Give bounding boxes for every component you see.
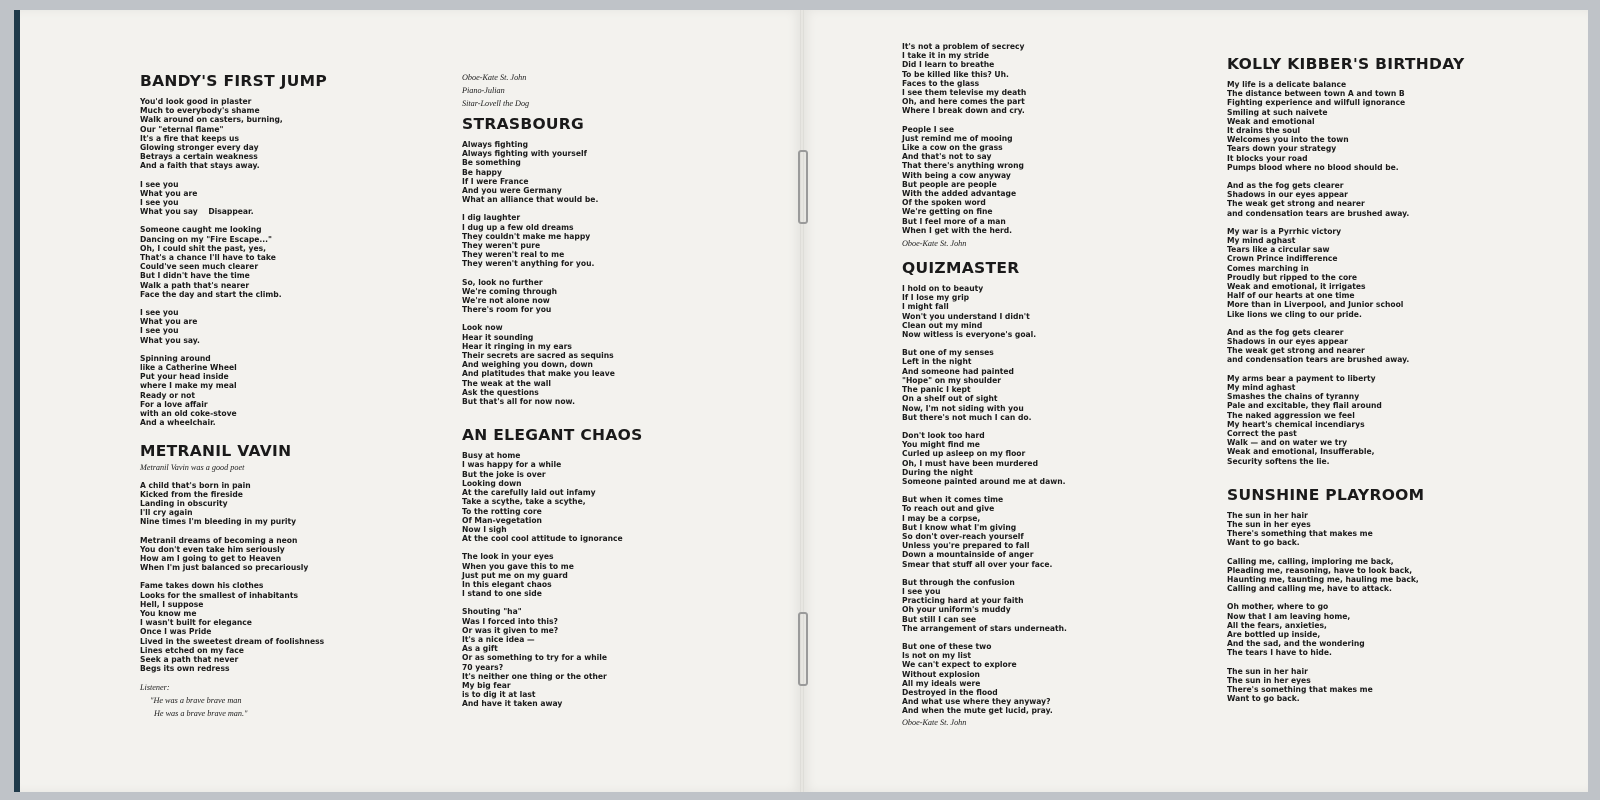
lyric-line: The panic I kept: [902, 385, 971, 395]
lyric-line: Faces to the glass: [902, 78, 980, 88]
stanza: [902, 495, 1202, 569]
lyric-line: I see you: [140, 179, 179, 189]
lyric-line: I stand to one side: [462, 589, 542, 599]
stanza: [140, 225, 440, 299]
lyric-line: I might fall: [902, 302, 949, 312]
lyric-line: How am I going to get to Heaven: [140, 553, 282, 563]
lyric-line: Smiling at such naivete: [1227, 107, 1328, 117]
stanza: [1227, 667, 1547, 704]
lyric-line: For a love affair: [140, 399, 208, 409]
lyric-line: Someone caught me looking: [140, 225, 262, 235]
lyric-line: They weren't anything for you.: [462, 259, 595, 269]
stanza: [140, 97, 440, 171]
lyric-line: You'd look good in plaster: [140, 97, 252, 106]
stanza: [462, 213, 762, 268]
lyric-line: Busy at home: [462, 451, 521, 461]
lyric-line: A child that's born in pain: [140, 480, 251, 490]
lyric-line: Now I sigh: [462, 524, 507, 534]
lyric-line: Don't look too hard: [902, 430, 985, 440]
stanza: [462, 451, 762, 543]
lyric-line: Fighting experience and wilfull ignorance: [1227, 98, 1406, 108]
lyric-line: I see you: [902, 586, 941, 596]
lyric-line: Glowing stronger every day: [140, 143, 259, 153]
lyric-line: Tears like a circular saw: [1227, 245, 1330, 255]
stanza: [902, 348, 1202, 422]
lyric-line: The sun in her hair: [1227, 510, 1308, 520]
lyric-line: like a Catherine Wheel: [140, 363, 237, 373]
lyric-line: The weak get strong and nearer: [1227, 346, 1365, 356]
lyric-line: My mind aghast: [1227, 236, 1296, 246]
lyric-line: To reach out and give: [902, 504, 995, 514]
lyric-line: In this elegant chaos: [462, 579, 552, 589]
lyric-line: That there's anything wrong: [902, 161, 1024, 171]
lyric-line: Shouting "ha": [462, 607, 522, 617]
lyric-line: Won't you understand I didn't: [902, 311, 1030, 321]
lyric-line: Clean out my mind: [902, 320, 983, 330]
lyric-line: Comes marching in: [1227, 263, 1309, 273]
listener-line-1: "He was a brave brave man: [150, 696, 242, 706]
lyric-line: The sun in her eyes: [1227, 675, 1311, 685]
lyrics: [462, 451, 762, 708]
stanza: [902, 431, 1202, 486]
lyric-line: I was happy for a while: [462, 460, 562, 470]
stanza: [902, 578, 1202, 633]
lyric-line: And have it taken away: [462, 699, 563, 709]
stanza: [1227, 80, 1547, 172]
song-title: KOLLY KIBBER'S BIRTHDAY: [1227, 55, 1465, 73]
lyric-line: Or was it given to me?: [462, 625, 559, 635]
song-title: METRANIL VAVIN: [140, 441, 292, 460]
lyric-line: Betrays a certain weakness: [140, 152, 258, 162]
stanza: [462, 323, 762, 406]
lyric-line: At the carefully laid out infamy: [462, 488, 596, 498]
lyric-line: Our "eternal flame": [140, 124, 224, 134]
lyric-line: It's neither one thing or the other: [462, 671, 607, 681]
lyrics: [902, 284, 1202, 716]
lyric-line: But one of these two: [902, 641, 992, 651]
lyric-line: Like a cow on the grass: [902, 143, 1003, 153]
lyric-line: Of Man-vegetation: [462, 515, 542, 525]
lyric-line: where I make my meal: [140, 381, 237, 391]
lyric-line: At the cool cool attitude to ignorance: [462, 534, 623, 544]
lyric-line: And when the mute get lucid, pray.: [902, 706, 1053, 716]
lyric-line: Someone painted around me at dawn.: [902, 476, 1066, 486]
lyric-line: There's room for you: [462, 305, 552, 315]
lyric-line: But one of my senses: [902, 348, 994, 358]
lyric-line: They weren't real to me: [462, 250, 565, 260]
lyric-line: Tears down your strategy: [1227, 144, 1337, 154]
lyric-line: Walk a path that's nearer: [140, 280, 250, 290]
lyric-line: Take a scythe, take a scythe,: [462, 497, 586, 507]
lyric-line: It blocks your road: [1227, 153, 1308, 163]
song-kolly-kibbers-birthday: [1227, 55, 1547, 466]
lyric-line: And you were Germany: [462, 186, 562, 196]
lyric-line: "Hope" on my shoulder: [902, 375, 1001, 385]
lyric-line: My heart's chemical incendiarys: [1227, 419, 1365, 429]
lyric-line: Looks for the smallest of inhabitants: [140, 590, 298, 600]
lyric-line: The distance between town A and town B: [1227, 89, 1405, 99]
lyric-line: Dancing on my "Fire Escape...": [140, 234, 273, 244]
lyric-line: As a gift: [462, 644, 498, 654]
lyric-line: Ready or not: [140, 390, 196, 400]
lyric-line: To be killed like this? Uh.: [902, 69, 1009, 79]
song-title: STRASBOURG: [462, 115, 585, 133]
lyric-line: It's not a problem of secrecy: [902, 42, 1025, 51]
lyric-line: My arms bear a payment to liberty: [1227, 373, 1376, 383]
lyric-line: Just put me on my guard: [462, 570, 568, 580]
lyric-line: And that's not to say: [902, 152, 992, 162]
credit-line: Oboe-Kate St. John: [902, 717, 967, 727]
lyric-line: We're not alone now: [462, 296, 550, 306]
staple-top: [798, 150, 808, 224]
lyric-line: Look now: [462, 323, 503, 333]
lyric-line: They couldn't make me happy: [462, 231, 591, 241]
lyric-line: What an alliance that would be.: [462, 195, 599, 205]
lyric-line: I wasn't built for elegance: [140, 618, 252, 628]
left-column-1: [140, 72, 440, 721]
lyric-line: Oh your uniform's muddy: [902, 605, 1011, 615]
lyric-line: Put your head inside: [140, 372, 229, 382]
lyric-line: Is not on my list: [902, 651, 972, 661]
lyric-line: So, look no further: [462, 277, 543, 287]
lyric-line: And someone had painted: [902, 366, 1014, 376]
lyric-line: Like lions we cling to our pride.: [1227, 309, 1362, 319]
lyric-line: Oh, I must have been murdered: [902, 458, 1039, 468]
lyric-line: Correct the past: [1227, 428, 1297, 438]
song-quizmaster: [902, 259, 1202, 728]
lyric-line: My big fear: [462, 680, 511, 690]
lyric-line: When you gave this to me: [462, 561, 574, 571]
stanza: [1227, 557, 1547, 594]
lyric-line: Pleading me, reasoning, have to look back,: [1227, 565, 1413, 575]
lyric-line: Pale and excitable, they flail around: [1227, 401, 1382, 411]
lyric-line: I see you: [140, 308, 179, 318]
lyric-line: But through the confusion: [902, 577, 1015, 587]
lyric-line: People I see: [902, 124, 955, 134]
lyric-line: Was I forced into this?: [462, 616, 558, 626]
lyric-line: But still I can see: [902, 614, 977, 624]
right-column-1: [902, 42, 1202, 730]
lyric-line: More than in Liverpool, and Junior school: [1227, 300, 1404, 310]
lyrics: [140, 481, 440, 674]
lyric-line: We're coming through: [462, 286, 558, 296]
lyric-line: Half of our hearts at one time: [1227, 291, 1355, 301]
lyric-line: Lived in the sweetest dream of foolishness: [140, 636, 325, 646]
song-metranil-vavin: [140, 442, 440, 720]
lyric-line: To the rotting core: [462, 506, 542, 516]
lyric-line: Oh, and here comes the part: [902, 97, 1025, 107]
stanza: [462, 278, 762, 315]
lyric-line: Smashes the chains of tyranny: [1227, 392, 1360, 402]
lyric-line: It's a nice idea —: [462, 634, 535, 644]
lyric-line: Weak and emotional, it irrigates: [1227, 282, 1366, 292]
lyric-line: We're getting on fine: [902, 207, 993, 217]
lyric-line: I'll cry again: [140, 508, 193, 518]
lyric-line: I dig laughter: [462, 213, 521, 223]
lyric-line: Did I learn to breathe: [902, 60, 995, 70]
lyric-line: Be something: [462, 158, 521, 168]
lyric-line: Haunting me, taunting me, hauling me back,: [1227, 574, 1419, 584]
lyric-line: The weak get strong and nearer: [1227, 199, 1365, 209]
stanza: [140, 180, 440, 217]
stanza: [462, 552, 762, 598]
lyric-line: Proudly but ripped to the core: [1227, 272, 1358, 282]
lyric-line: The naked aggression we feel: [1227, 410, 1355, 420]
lyric-line: Much to everybody's shame: [140, 106, 260, 116]
stanza: [1227, 602, 1547, 657]
lyric-line: Weak and emotional, Insufferable,: [1227, 447, 1375, 457]
song-bandys-first-jump: [140, 72, 440, 428]
lyric-line: I see you: [140, 326, 179, 336]
lyrics: [1227, 80, 1547, 466]
lyric-line: What you are: [140, 188, 198, 198]
lyric-line: Hell, I suppose: [140, 599, 204, 609]
lyric-line: Landing in obscurity: [140, 498, 228, 508]
lyric-line: Walk around on casters, burning,: [140, 115, 283, 125]
lyric-line: I hold on to beauty: [902, 284, 984, 294]
listener-line-2: He was a brave brave man.": [154, 709, 248, 719]
lyric-line: Metranil dreams of becoming a neon: [140, 535, 298, 545]
credit-line: Oboe-Kate St. John: [902, 239, 967, 249]
lyric-line: That's a chance I'll have to take: [140, 253, 276, 263]
lyric-line: Calling and calling me, have to attack.: [1227, 584, 1392, 594]
lyric-line: Curled up asleep on my floor: [902, 449, 1026, 459]
lyric-line: Shadows in our eyes appear: [1227, 190, 1348, 200]
lyric-line: When I'm just balanced so precariously: [140, 563, 309, 573]
lyric-line: Weak and emotional: [1227, 116, 1315, 126]
lyric-line: But I know what I'm giving: [902, 522, 1017, 532]
lyric-line: You know me: [140, 608, 197, 618]
song-an-elegant-chaos: [462, 426, 762, 708]
lyric-line: On a shelf out of sight: [902, 394, 998, 404]
lyric-line: With the added advantage: [902, 189, 1017, 199]
lyric-line: There's something that makes me: [1227, 684, 1373, 694]
lyric-line: Pumps blood where no blood should be.: [1227, 162, 1399, 172]
lyric-line: But when it comes time: [902, 495, 1004, 505]
lyric-line: And as the fog gets clearer: [1227, 327, 1344, 337]
lyric-line: Now that I am leaving home,: [1227, 611, 1351, 621]
lyrics: [462, 140, 762, 406]
lyric-line: Security softens the lie.: [1227, 456, 1330, 466]
lyric-line: But that's all for now now.: [462, 397, 575, 407]
lyric-line: But there's not much I can do.: [902, 412, 1032, 422]
lyric-line: Practicing hard at your faith: [902, 596, 1024, 606]
lyric-line: Now witless is everyone's goal.: [902, 330, 1037, 340]
lyric-line: Or as something to try for a while: [462, 653, 607, 663]
lyric-line: And what use where they anyway?: [902, 697, 1051, 707]
lyric-line: Just remind me of mooing: [902, 133, 1013, 143]
lyric-line: They weren't pure: [462, 241, 541, 251]
lyric-line: Now, I'm not siding with you: [902, 403, 1024, 413]
lyric-line: What you say.: [140, 335, 200, 345]
lyric-line: And weighing you down, down: [462, 360, 593, 370]
lyric-line: When I get with the herd.: [902, 225, 1013, 235]
lyric-line: Could've seen much clearer: [140, 262, 259, 272]
lyric-line: My life is a delicate balance: [1227, 80, 1347, 89]
lyric-line: It's a fire that keeps us: [140, 133, 239, 143]
lyric-line: So don't over-reach yourself: [902, 531, 1024, 541]
lyric-line: 70 years?: [462, 662, 504, 672]
stanza: [1227, 227, 1547, 319]
lyric-line: If I were France: [462, 176, 529, 186]
lyric-line: The sun in her eyes: [1227, 519, 1311, 529]
lyric-line: Left in the night: [902, 357, 972, 367]
lyric-line: Calling me, calling, imploring me back,: [1227, 556, 1394, 566]
lyrics: [140, 97, 440, 428]
lyric-line: Want to go back.: [1227, 538, 1300, 548]
stanza: [140, 354, 440, 428]
lyric-line: Are bottled up inside,: [1227, 629, 1321, 639]
lyric-line: is to dig it at last: [462, 690, 536, 700]
lyric-line: Nine times I'm bleeding in my purity: [140, 517, 297, 527]
stanza: [902, 125, 1202, 235]
lyric-line: Welcomes you into the town: [1227, 135, 1349, 145]
lyric-line: and condensation tears are brushed away.: [1227, 208, 1410, 218]
lyric-line: What you are: [140, 317, 198, 327]
lyric-line: I see them televise my death: [902, 88, 1027, 98]
lyric-line: Fame takes down his clothes: [140, 581, 264, 591]
song-title: AN ELEGANT CHAOS: [462, 426, 643, 445]
stanza: [140, 581, 440, 673]
lyric-line: Begs its own redress: [140, 664, 230, 674]
lyric-line: The look in your eyes: [462, 552, 554, 562]
stanza: [1227, 181, 1547, 218]
credit-line: Oboe-Kate St. John: [462, 73, 527, 82]
lyric-line: And platitudes that make you leave: [462, 369, 615, 379]
lyric-line: I see you: [140, 198, 179, 208]
lyric-line: Ask the questions: [462, 387, 539, 397]
lyric-line: And as the fog gets clearer: [1227, 181, 1344, 191]
lyric-line: Hear it ringing in my ears: [462, 341, 572, 351]
lyric-line: And the sad, and the wondering: [1227, 639, 1365, 649]
lyric-line: The weak at the wall: [462, 378, 551, 388]
lyric-line: Face the day and start the climb.: [140, 289, 282, 299]
lyric-line: With being a cow anyway: [902, 170, 1011, 180]
lyric-line: Shadows in our eyes appear: [1227, 337, 1348, 347]
lyric-line: And a faith that stays away.: [140, 161, 260, 171]
listener-label: Listener:: [140, 683, 170, 693]
stanza: [140, 308, 440, 345]
stanza: [1227, 374, 1547, 466]
song-title: SUNSHINE PLAYROOM: [1227, 485, 1425, 504]
lyric-line: Down a mountainside of anger: [902, 550, 1034, 560]
lyric-line: Always fighting: [462, 140, 529, 149]
lyric-line: Looking down: [462, 478, 522, 488]
continued-lyrics: [902, 42, 1202, 235]
song-subtitle: Metranil Vavin was a good poet: [140, 462, 245, 472]
lyric-line: And a wheelchair.: [140, 418, 216, 428]
lyric-line: Lines etched on my face: [140, 645, 244, 655]
lyric-line: Crown Prince indifference: [1227, 254, 1338, 264]
lyric-line: Seek a path that never: [140, 654, 239, 664]
left-column-2: [462, 72, 762, 718]
stanza: [902, 642, 1202, 716]
right-column-2: [1227, 55, 1547, 712]
stanza: [1227, 511, 1547, 548]
stanza: [462, 607, 762, 708]
lyric-line: You might find me: [902, 440, 980, 450]
lyric-line: Spinning around: [140, 353, 211, 363]
song-sunshine-playroom: [1227, 486, 1547, 704]
lyric-line: I may be a corpse,: [902, 513, 981, 523]
lyric-line: If I lose my grip: [902, 293, 970, 303]
lyric-line: But people are people: [902, 179, 997, 189]
lyric-line: Want to go back.: [1227, 694, 1300, 704]
lyric-line: There's something that makes me: [1227, 529, 1373, 539]
lyric-line: Hear it sounding: [462, 332, 534, 342]
lyric-line: The tears I have to hide.: [1227, 648, 1332, 658]
lyric-line: But I feel more of a man: [902, 216, 1006, 226]
lyric-line: The arrangement of stars underneath.: [902, 623, 1067, 633]
lyric-line: Their secrets are sacred as sequins: [462, 351, 614, 361]
lyric-line: I take it in my stride: [902, 51, 989, 61]
lyric-line: I dug up a few old dreams: [462, 222, 574, 232]
stanza: [462, 140, 762, 204]
lyric-line: But the joke is over: [462, 469, 546, 479]
stanza: [140, 536, 440, 573]
lyric-line: It drains the soul: [1227, 126, 1301, 136]
lyric-line: Of the spoken word: [902, 198, 986, 208]
lyric-line: We can't expect to explore: [902, 660, 1017, 670]
lyric-line: My mind aghast: [1227, 382, 1296, 392]
lyric-line: My war is a Pyrrhic victory: [1227, 226, 1342, 236]
lyric-line: Kicked from the fireside: [140, 489, 243, 499]
lyric-line: Unless you're prepared to fall: [902, 541, 1030, 551]
stanza: [902, 284, 1202, 339]
lyric-line: But I didn't have the time: [140, 271, 250, 281]
song-strasbourg: [462, 115, 762, 406]
lyric-line: Oh, I could shit the past, yes,: [140, 243, 267, 253]
lyrics: [1227, 511, 1547, 704]
lyric-line: What you say Disappear.: [140, 207, 254, 217]
stanza: [1227, 328, 1547, 365]
lyric-line: The sun in her hair: [1227, 666, 1308, 676]
lyric-line: Oh mother, where to go: [1227, 602, 1329, 612]
stanza: [902, 42, 1202, 116]
lyric-line: Smear that stuff all over your face.: [902, 559, 1053, 569]
lyric-line: Walk — and on water we try: [1227, 438, 1348, 448]
lyric-line: All the fears, anxieties,: [1227, 620, 1327, 630]
instrument-credits: [462, 72, 762, 109]
lyric-line: You don't even take him seriously: [140, 544, 285, 554]
lyric-line: Destroyed in the flood: [902, 687, 998, 697]
lyric-line: All my ideals were: [902, 678, 981, 688]
lyric-line: Where I break down and cry.: [902, 106, 1025, 116]
lyric-line: with an old coke-stove: [140, 409, 237, 419]
lyric-line: Be happy: [462, 167, 502, 177]
lyric-line: and condensation tears are brushed away.: [1227, 355, 1410, 365]
lyric-line: Once I was Pride: [140, 627, 212, 637]
credit-line: Sitar-Lovell the Dog: [462, 99, 530, 108]
lyric-line: Always fighting with yourself: [462, 149, 587, 159]
song-title: QUIZMASTER: [902, 259, 1020, 278]
lyric-line: During the night: [902, 467, 973, 477]
stanza: [140, 481, 440, 527]
lyric-line: Without explosion: [902, 669, 980, 679]
staple-bottom: [798, 612, 808, 686]
song-title: BANDY'S FIRST JUMP: [140, 72, 328, 90]
credit-line: Piano-Julian: [462, 86, 505, 95]
